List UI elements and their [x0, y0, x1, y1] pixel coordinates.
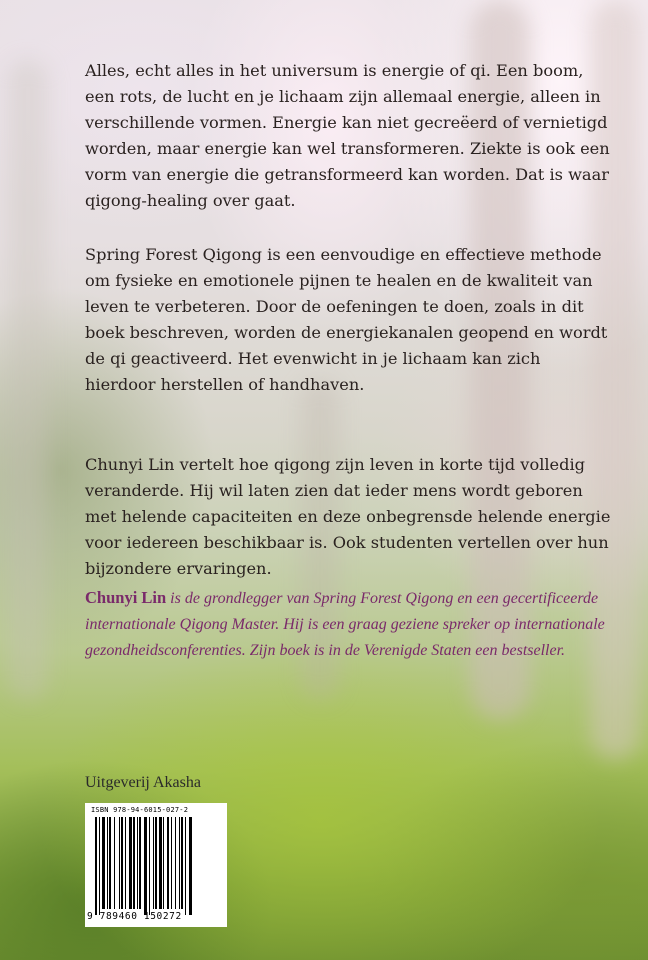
barcode-bar	[163, 817, 164, 909]
barcode-digits: 9 789460 150272	[87, 911, 182, 922]
barcode-bar	[153, 817, 154, 909]
barcode-bar	[129, 817, 132, 909]
blurb-paragraph-2: Spring Forest Qigong is een eenvoudige en effectieve methode om fysieke en emotionele pijnen te healen en de kwaliteit van leven te verbeteren. Door de oefeningen te doen, zoals in dit boek beschreven, worden de energiekanalen geopend en wordt de qi geactiveerd. Het evenwicht in je lichaam kan zich hierdoor herstellen of handhaven.	[85, 245, 608, 394]
barcode-bar	[137, 817, 138, 909]
barcode-bar	[179, 817, 180, 909]
barcode-bar	[167, 817, 169, 909]
barcode-bar	[125, 817, 126, 909]
barcode-bar	[144, 817, 147, 915]
isbn-label: ISBN 978-94-6015-027-2	[91, 806, 189, 814]
background-tree-trunk	[8, 60, 48, 700]
barcode-bar	[175, 817, 176, 909]
barcode-bar	[121, 817, 123, 909]
barcode-bar	[114, 817, 115, 909]
author-bio	[85, 585, 605, 664]
barcode-bars	[95, 817, 219, 913]
barcode-bar	[155, 817, 157, 909]
barcode-bar	[107, 817, 108, 909]
blurb-paragraph-3: Chunyi Lin vertelt hoe qigong zijn leven in korte tijd volledig veranderde. Hij wil laten zien dat ieder mens wordt geboren met helende capaciteiten en deze onbegrensde helende energie voor iedereen beschikbaar is. Ook studenten vertellen over hun bijzondere ervaringen.	[85, 455, 611, 578]
isbn-barcode	[85, 803, 227, 927]
barcode-bar	[181, 817, 183, 909]
barcode-bar	[99, 817, 100, 915]
author-bio-text: is de grondlegger van Spring Forest Qigong en een gecertificeerde internationale Qigong Master. Hij is een graag geziene spreker op internationale gezondheidsconferenties. Zijn boek is in de Verenigde Staten een bestseller.	[85, 590, 605, 659]
barcode-bar	[185, 817, 186, 915]
barcode-bar	[139, 817, 141, 909]
barcode-bar	[189, 817, 192, 915]
author-name: Chunyi Lin	[85, 588, 167, 607]
barcode-bar	[102, 817, 105, 909]
blurb-paragraph-1: Alles, echt alles in het universum is energie of qi. Een boom, een rots, de lucht en je lichaam zijn allemaal energie, alleen in verschillende vormen. Energie kan niet gecreëerd of vernietigd worden, maar energie kan wel transformeren. Ziekte is ook een vorm van energie die getransformeerd kan worden. Dat is waar qigong-healing over gaat.	[85, 61, 610, 210]
barcode-bar	[149, 817, 150, 915]
barcode-bar	[171, 817, 172, 909]
barcode-bar	[119, 817, 120, 909]
barcode-bar	[109, 817, 111, 909]
barcode-bar	[95, 817, 97, 915]
publisher-name: Uitgeverij Akasha	[85, 774, 201, 791]
barcode-bar	[159, 817, 162, 909]
barcode-bar	[133, 817, 135, 909]
